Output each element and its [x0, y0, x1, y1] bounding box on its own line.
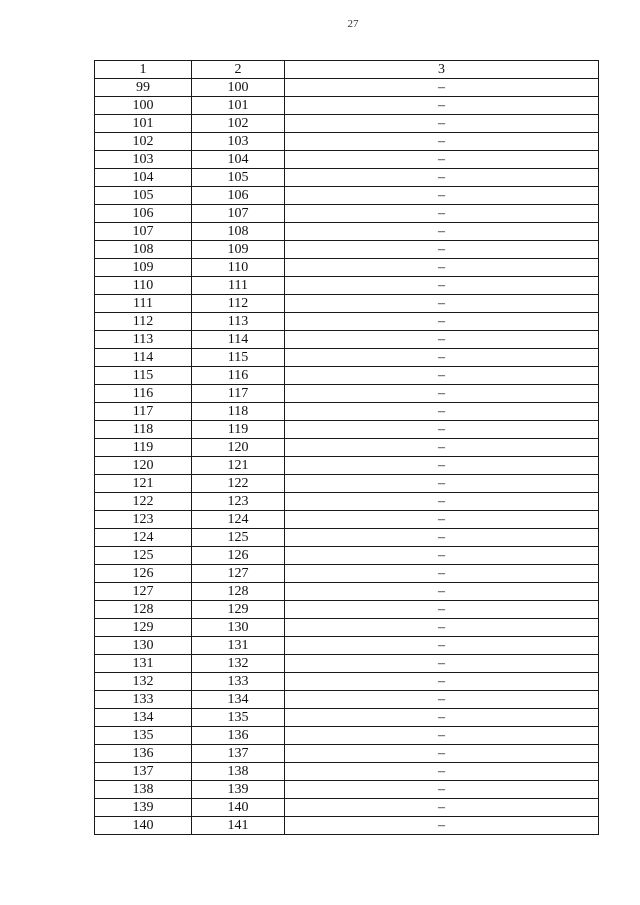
- table-cell-col2: 120: [192, 439, 285, 457]
- table-row: [95, 457, 599, 475]
- table-row: [95, 745, 599, 763]
- table-cell-col2: 128: [192, 583, 285, 601]
- table-row: [95, 169, 599, 187]
- table-cell-col3: –: [285, 169, 599, 187]
- table-cell-col2: 121: [192, 457, 285, 475]
- table-row: [95, 763, 599, 781]
- table-cell-col1: 124: [95, 529, 192, 547]
- table-cell-col2: 105: [192, 169, 285, 187]
- table-cell-col1: 115: [95, 367, 192, 385]
- table-cell-col3: –: [285, 205, 599, 223]
- table-cell-col3: –: [285, 583, 599, 601]
- table-cell-col2: 127: [192, 565, 285, 583]
- table-cell-col1: 134: [95, 709, 192, 727]
- table-cell-col2: 136: [192, 727, 285, 745]
- table-cell-col3: –: [285, 745, 599, 763]
- table-cell-col3: –: [285, 655, 599, 673]
- table-cell-col1: 101: [95, 115, 192, 133]
- table-cell-col2: 140: [192, 799, 285, 817]
- data-table: [94, 60, 599, 835]
- table-cell-col2: 124: [192, 511, 285, 529]
- table-cell-col1: 132: [95, 673, 192, 691]
- table-row: [95, 601, 599, 619]
- table-row: [95, 97, 599, 115]
- table-cell-col3: –: [285, 619, 599, 637]
- table-cell-col1: 120: [95, 457, 192, 475]
- column-header-2: 2: [192, 61, 285, 79]
- table-cell-col3: –: [285, 817, 599, 835]
- table-row: [95, 709, 599, 727]
- table-row: [95, 295, 599, 313]
- table-cell-col3: –: [285, 241, 599, 259]
- table-row: [95, 493, 599, 511]
- table-cell-col1: 109: [95, 259, 192, 277]
- table-row: [95, 637, 599, 655]
- table-row: [95, 673, 599, 691]
- table-cell-col3: –: [285, 385, 599, 403]
- table-cell-col3: –: [285, 295, 599, 313]
- table-cell-col3: –: [285, 727, 599, 745]
- table-cell-col1: 139: [95, 799, 192, 817]
- table-cell-col2: 117: [192, 385, 285, 403]
- table-cell-col1: 130: [95, 637, 192, 655]
- table-cell-col3: –: [285, 259, 599, 277]
- page-number: 27: [347, 18, 359, 30]
- table-cell-col2: 126: [192, 547, 285, 565]
- table-cell-col3: –: [285, 79, 599, 97]
- table-cell-col3: –: [285, 637, 599, 655]
- table-cell-col3: –: [285, 511, 599, 529]
- table-cell-col1: 126: [95, 565, 192, 583]
- table-cell-col2: 132: [192, 655, 285, 673]
- table-cell-col3: –: [285, 601, 599, 619]
- table-row: [95, 817, 599, 835]
- table-cell-col1: 114: [95, 349, 192, 367]
- table-cell-col3: –: [285, 439, 599, 457]
- table-cell-col1: 140: [95, 817, 192, 835]
- table-cell-col2: 102: [192, 115, 285, 133]
- table-cell-col2: 113: [192, 313, 285, 331]
- table-row: [95, 79, 599, 97]
- table-cell-col1: 102: [95, 133, 192, 151]
- table-cell-col1: 136: [95, 745, 192, 763]
- table-cell-col3: –: [285, 277, 599, 295]
- table-row: [95, 223, 599, 241]
- column-header-3: 3: [285, 61, 599, 79]
- table-cell-col3: –: [285, 529, 599, 547]
- table-row: [95, 259, 599, 277]
- table-cell-col3: –: [285, 133, 599, 151]
- table-cell-col1: 137: [95, 763, 192, 781]
- table-row: [95, 241, 599, 259]
- table-cell-col3: –: [285, 799, 599, 817]
- table-cell-col2: 116: [192, 367, 285, 385]
- table-cell-col3: –: [285, 115, 599, 133]
- table-cell-col1: 123: [95, 511, 192, 529]
- column-header-1: 1: [95, 61, 192, 79]
- table-cell-col2: 111: [192, 277, 285, 295]
- table-cell-col1: 99: [95, 79, 192, 97]
- table-cell-col1: 128: [95, 601, 192, 619]
- table-cell-col3: –: [285, 151, 599, 169]
- table-cell-col2: 141: [192, 817, 285, 835]
- table-cell-col3: –: [285, 547, 599, 565]
- table-header-row: [95, 61, 599, 79]
- table-cell-col1: 129: [95, 619, 192, 637]
- table-cell-col2: 109: [192, 241, 285, 259]
- table-cell-col2: 114: [192, 331, 285, 349]
- table-cell-col2: 104: [192, 151, 285, 169]
- table-cell-col3: –: [285, 763, 599, 781]
- table-cell-col2: 129: [192, 601, 285, 619]
- table-cell-col1: 112: [95, 313, 192, 331]
- table-cell-col1: 103: [95, 151, 192, 169]
- table-cell-col1: 104: [95, 169, 192, 187]
- table-row: [95, 331, 599, 349]
- table-cell-col2: 118: [192, 403, 285, 421]
- table-row: [95, 511, 599, 529]
- table-cell-col2: 110: [192, 259, 285, 277]
- table-cell-col3: –: [285, 781, 599, 799]
- table-cell-col1: 108: [95, 241, 192, 259]
- table-cell-col2: 107: [192, 205, 285, 223]
- table-row: [95, 691, 599, 709]
- table-row: [95, 547, 599, 565]
- table-cell-col1: 119: [95, 439, 192, 457]
- table-cell-col2: 112: [192, 295, 285, 313]
- table-row: [95, 349, 599, 367]
- table-cell-col3: –: [285, 691, 599, 709]
- table-row: [95, 187, 599, 205]
- table-cell-col3: –: [285, 673, 599, 691]
- table-cell-col3: –: [285, 223, 599, 241]
- table-row: [95, 151, 599, 169]
- table-cell-col3: –: [285, 313, 599, 331]
- table-cell-col1: 110: [95, 277, 192, 295]
- table-row: [95, 529, 599, 547]
- table-cell-col2: 139: [192, 781, 285, 799]
- table-row: [95, 115, 599, 133]
- table-row: [95, 367, 599, 385]
- table-row: [95, 727, 599, 745]
- table-cell-col2: 133: [192, 673, 285, 691]
- table-row: [95, 619, 599, 637]
- table-row: [95, 781, 599, 799]
- table-cell-col2: 130: [192, 619, 285, 637]
- table-row: [95, 655, 599, 673]
- table-cell-col2: 108: [192, 223, 285, 241]
- table-cell-col1: 127: [95, 583, 192, 601]
- table-body: [95, 61, 599, 835]
- table-cell-col1: 113: [95, 331, 192, 349]
- table-cell-col3: –: [285, 367, 599, 385]
- table-cell-col2: 134: [192, 691, 285, 709]
- table-cell-col3: –: [285, 421, 599, 439]
- table-cell-col1: 105: [95, 187, 192, 205]
- table-cell-col1: 125: [95, 547, 192, 565]
- table-row: [95, 205, 599, 223]
- table-cell-col1: 138: [95, 781, 192, 799]
- table-row: [95, 799, 599, 817]
- table-row: [95, 133, 599, 151]
- table-cell-col3: –: [285, 709, 599, 727]
- table-cell-col2: 115: [192, 349, 285, 367]
- table-cell-col2: 123: [192, 493, 285, 511]
- table-cell-col1: 121: [95, 475, 192, 493]
- table-cell-col3: –: [285, 331, 599, 349]
- table-row: [95, 475, 599, 493]
- table-row: [95, 583, 599, 601]
- table-cell-col1: 118: [95, 421, 192, 439]
- table-cell-col2: 103: [192, 133, 285, 151]
- table-row: [95, 565, 599, 583]
- table-cell-col3: –: [285, 187, 599, 205]
- table-cell-col1: 117: [95, 403, 192, 421]
- table-cell-col3: –: [285, 475, 599, 493]
- table-cell-col2: 131: [192, 637, 285, 655]
- table-cell-col1: 116: [95, 385, 192, 403]
- table-cell-col1: 111: [95, 295, 192, 313]
- table-row: [95, 313, 599, 331]
- table-cell-col3: –: [285, 565, 599, 583]
- table-cell-col2: 122: [192, 475, 285, 493]
- table-cell-col1: 122: [95, 493, 192, 511]
- table-row: [95, 403, 599, 421]
- table-cell-col1: 106: [95, 205, 192, 223]
- table-cell-col3: –: [285, 457, 599, 475]
- table-cell-col3: –: [285, 403, 599, 421]
- table-cell-col3: –: [285, 493, 599, 511]
- table-cell-col1: 100: [95, 97, 192, 115]
- table-cell-col2: 100: [192, 79, 285, 97]
- table-cell-col3: –: [285, 349, 599, 367]
- table-cell-col2: 137: [192, 745, 285, 763]
- table-cell-col2: 106: [192, 187, 285, 205]
- table-cell-col1: 135: [95, 727, 192, 745]
- table-row: [95, 421, 599, 439]
- table-cell-col2: 138: [192, 763, 285, 781]
- table-row: [95, 277, 599, 295]
- table-row: [95, 439, 599, 457]
- table-cell-col2: 119: [192, 421, 285, 439]
- table-cell-col1: 133: [95, 691, 192, 709]
- table-cell-col1: 107: [95, 223, 192, 241]
- table-cell-col2: 125: [192, 529, 285, 547]
- table-cell-col2: 135: [192, 709, 285, 727]
- table-cell-col3: –: [285, 97, 599, 115]
- table-row: [95, 385, 599, 403]
- table-cell-col1: 131: [95, 655, 192, 673]
- table-cell-col2: 101: [192, 97, 285, 115]
